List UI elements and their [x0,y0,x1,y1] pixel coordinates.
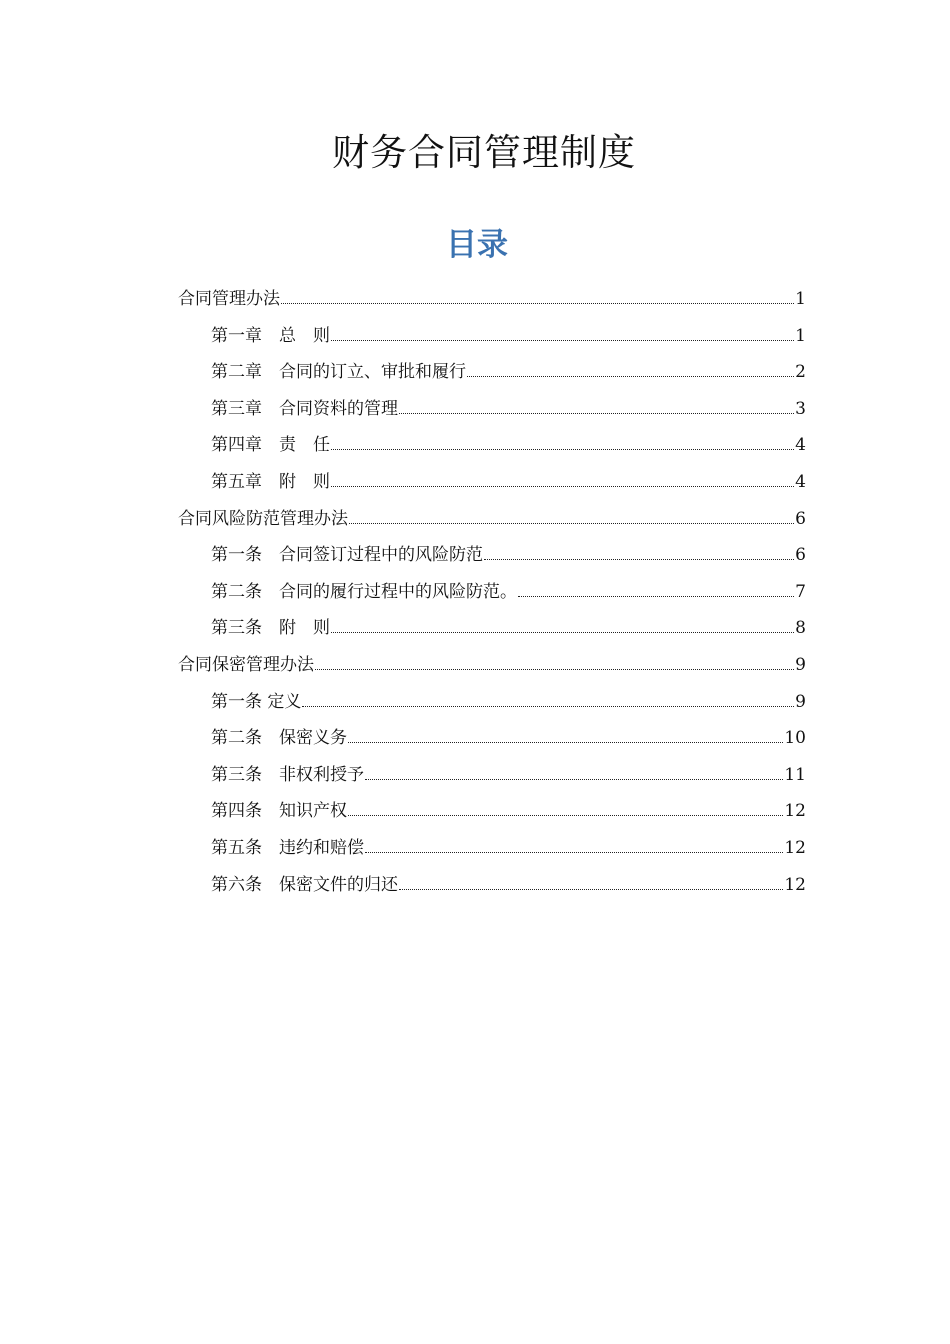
toc-entry-subsection[interactable] [178,757,806,794]
toc-page-number: 1 [795,289,806,309]
toc-entry-subsection[interactable] [178,464,806,501]
toc-entry-subsection[interactable] [178,867,806,904]
toc-page-number: 9 [795,654,806,675]
toc-entry-label: 合同风险防范管理办法 [178,508,348,529]
toc-dot-leader [348,815,783,816]
toc-entry-subsection[interactable] [178,427,806,464]
toc-dot-leader [518,596,794,597]
toc-entry-label: 第一条 定义 [211,691,302,712]
toc-entry-subsection[interactable] [178,610,806,647]
toc-dot-leader [331,340,794,341]
toc-entry-label: 第一条 合同签订过程中的风险防范 [211,545,483,566]
toc-entry-section[interactable] [178,647,806,684]
toc-dot-leader [467,376,794,377]
toc-entry-label: 第四章 责 任 [211,435,330,456]
toc-dot-leader [331,632,794,633]
toc-entry-label: 第二章 合同的订立、审批和履行 [211,362,466,383]
toc-page-number: 12 [784,837,806,858]
toc-entry-label: 第三章 合同资料的管理 [211,398,398,419]
toc-dot-leader [399,413,794,414]
toc-page-number: 12 [784,801,806,822]
toc-page-number: 2 [795,362,806,383]
document-title: 财务合同管理制度 [332,131,636,174]
toc-entry-label: 合同保密管理办法 [178,654,314,675]
toc-page-number: 12 [784,874,806,895]
toc-entry-subsection[interactable] [178,574,806,611]
toc-entry-section[interactable] [178,501,806,538]
toc-dot-leader [365,852,783,853]
toc-entry-subsection[interactable] [178,537,806,574]
toc-entry-subsection[interactable] [178,830,806,867]
toc-page-number: 8 [795,618,806,639]
toc-page-number: 9 [795,691,806,712]
toc-entry-label: 第五章 附 则 [211,471,330,492]
toc-entry-subsection[interactable] [178,684,806,721]
toc-dot-leader [349,523,794,524]
toc-dot-leader [331,449,794,450]
toc-entry-label: 第三条 非权利授予 [211,764,364,785]
toc-entry-subsection[interactable] [178,720,806,757]
toc-dot-leader [315,669,794,670]
toc-dot-leader [399,889,783,890]
toc-dot-leader [331,486,794,487]
toc-entry-subsection[interactable] [178,793,806,830]
toc-dot-leader [484,559,794,560]
toc-dot-leader [348,742,783,743]
toc-heading: 目录 [446,227,508,263]
table-of-contents [178,281,806,903]
toc-entry-subsection[interactable] [178,391,806,428]
toc-entry-label: 第四条 知识产权 [211,801,347,822]
toc-page-number: 4 [795,471,806,492]
toc-entry-label: 第二条 保密义务 [211,728,347,749]
toc-page-number: 6 [795,508,806,529]
toc-page-number: 4 [795,435,806,456]
toc-page-number: 7 [795,581,806,602]
toc-entry-subsection[interactable] [178,354,806,391]
toc-entry-label: 第三条 附 则 [211,618,330,639]
toc-entry-label: 合同管理办法 [178,289,280,309]
toc-entry-section[interactable] [178,281,806,318]
toc-dot-leader [302,706,794,707]
toc-page-number: 3 [795,398,806,419]
toc-entry-label: 第二条 合同的履行过程中的风险防范。 [211,581,517,602]
toc-entry-label: 第五条 违约和赔偿 [211,837,364,858]
toc-page-number: 6 [795,545,806,566]
toc-page-number: 11 [784,764,806,785]
toc-entry-subsection[interactable] [178,318,806,355]
toc-entry-label: 第一章 总 则 [211,325,330,346]
toc-dot-leader [365,779,783,780]
toc-dot-leader [281,303,794,304]
toc-entry-label: 第六条 保密文件的归还 [211,874,398,895]
toc-page-number: 1 [795,325,806,346]
toc-page-number: 10 [784,728,806,749]
